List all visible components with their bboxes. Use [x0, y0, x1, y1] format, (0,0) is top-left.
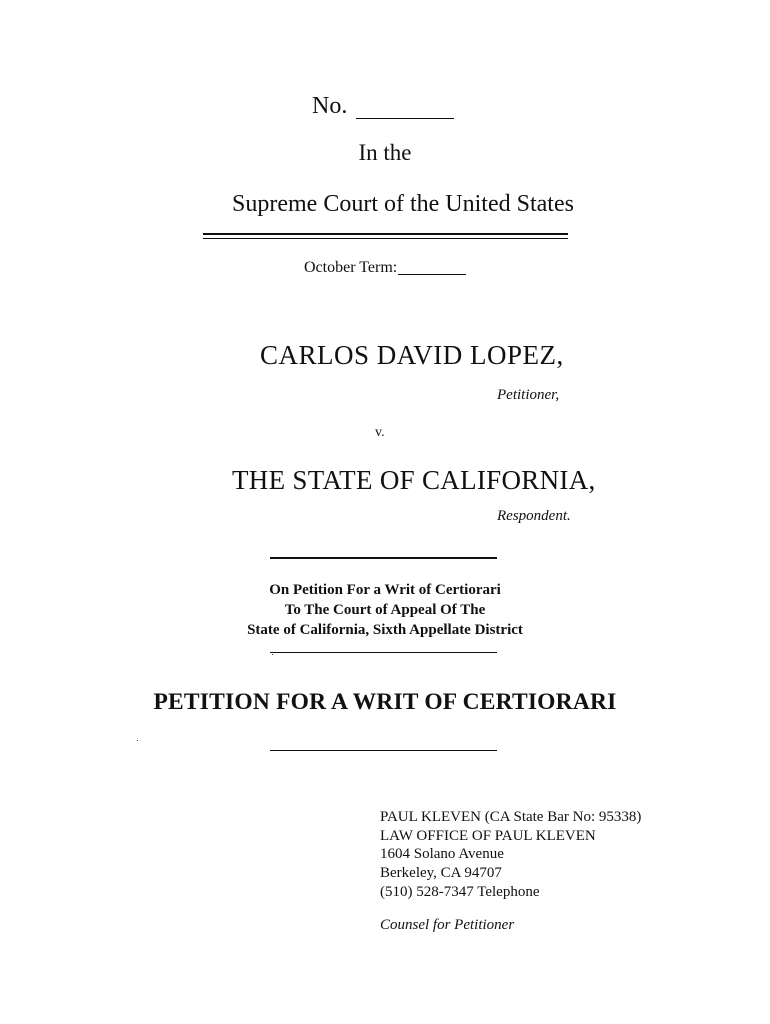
- respondent-name: THE STATE OF CALIFORNIA,: [232, 465, 596, 495]
- petition-on-line-3: State of California, Sixth Appellate District: [247, 622, 523, 638]
- document-title: PETITION FOR A WRIT OF CERTIORARI: [153, 689, 617, 715]
- counsel-role: Counsel for Petitioner: [380, 917, 515, 933]
- docket-number-blank: [356, 118, 454, 119]
- petitioner-name: CARLOS DAVID LOPEZ,: [260, 340, 564, 370]
- scan-speck: [137, 740, 138, 741]
- counsel-street: 1604 Solano Avenue: [380, 846, 504, 863]
- scan-speck: [272, 654, 273, 655]
- section-rule-middle: [270, 652, 497, 653]
- petition-on-block: [190, 580, 580, 640]
- section-rule-bottom: [270, 750, 497, 751]
- petition-on-line-1: On Petition For a Writ of Certiorari: [269, 582, 501, 598]
- petition-on-line-2: To The Court of Appeal Of The: [284, 602, 486, 618]
- versus-label: v.: [375, 425, 385, 440]
- counsel-office: LAW OFFICE OF PAUL KLEVEN: [380, 827, 596, 844]
- term-label: October Term:: [304, 259, 398, 276]
- header-rule-bottom: [203, 238, 568, 239]
- section-rule-top: [270, 557, 497, 559]
- counsel-name: PAUL KLEVEN (CA State Bar No: 95338): [380, 809, 642, 825]
- header-rule-top: [203, 233, 568, 235]
- court-preface: In the: [358, 140, 412, 165]
- counsel-phone: (510) 528-7347 Telephone: [380, 883, 540, 900]
- docket-number-label: No.: [312, 93, 348, 119]
- counsel-block: [380, 808, 641, 902]
- term-blank: [398, 274, 466, 275]
- petitioner-role: Petitioner,: [497, 387, 560, 403]
- counsel-city: Berkeley, CA 94707: [380, 865, 502, 882]
- respondent-role: Respondent.: [497, 508, 571, 524]
- court-name: Supreme Court of the United States: [232, 191, 574, 217]
